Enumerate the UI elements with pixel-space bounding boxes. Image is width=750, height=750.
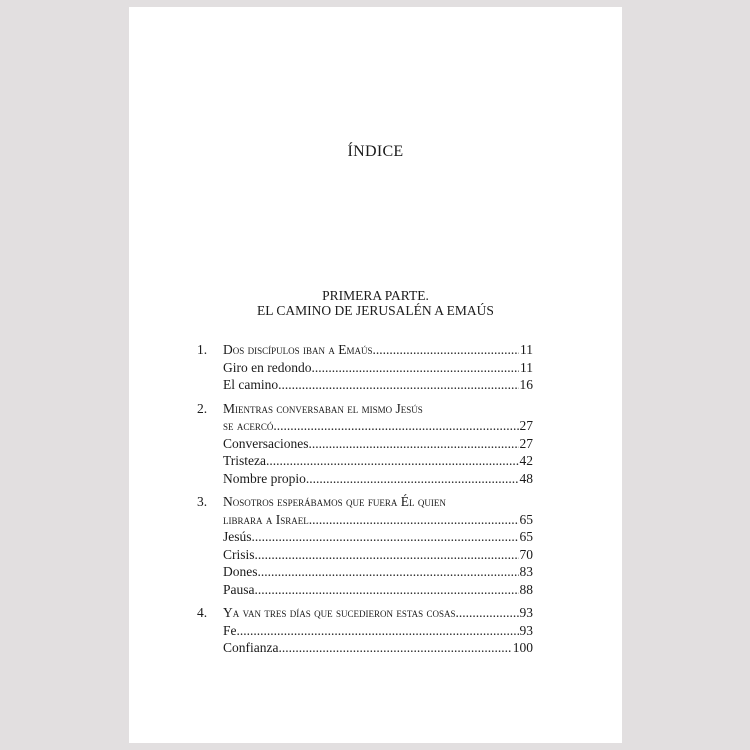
chapter-2-title-line-1: Mientras conversaban el mismo Jesús [223,400,423,416]
toc-entry [197,435,533,453]
page-title: ÍNDICE [347,143,404,160]
dot-leader [255,581,519,599]
chapter-2-title-line-2: se acercó [223,418,274,433]
part-heading [129,288,622,318]
toc-entry-page: 70 [519,546,533,562]
toc-entry-label: Tristeza [223,453,266,468]
chapter-1-title: Dos discípulos iban a Emaús [223,342,373,357]
dot-leader [278,639,511,657]
toc-entry-page: 65 [519,529,533,544]
toc-entry [197,563,533,581]
dot-leader [456,604,519,622]
chapter-2-number: 2. [197,400,208,416]
toc-entry-page: 27 [519,435,533,451]
toc-entry [197,470,533,488]
toc-entry [197,528,533,546]
chapter-4-number: 4. [197,605,208,620]
table-of-contents [197,341,533,663]
toc-entry-page: 48 [519,470,533,486]
toc-entry-page: 83 [519,564,533,579]
toc-entry [197,622,533,640]
part-heading-line-2: EL CAMINO DE JERUSALÉN A EMAÚS [257,303,494,318]
toc-entry [197,359,533,377]
chapter-3-title-line-1: Nosotros esperábamos que fuera Él quien [223,494,446,509]
dot-leader [252,528,519,546]
toc-entry-page: 93 [519,622,533,638]
toc-entry-label: Conversaciones [223,435,309,451]
part-heading-line-1: PRIMERA PARTE. [322,288,429,303]
toc-entry-label: Jesús [223,529,252,544]
dot-leader [311,359,519,377]
toc-entry-label: El camino [223,377,279,392]
chapter-2-heading-row-2 [197,417,533,435]
toc-entry-page: 42 [519,453,533,468]
toc-entry [197,639,533,657]
chapter-3-title-line-2: librara a Israel [223,511,309,527]
toc-entry-label: Nombre propio [223,470,306,486]
toc-entry-label: Crisis [223,546,255,562]
book-page [129,7,622,743]
dot-leader [309,511,519,529]
dot-leader [266,452,519,470]
chapter-1 [197,341,533,394]
dot-leader [306,470,519,488]
chapter-4-heading-row [197,604,533,622]
toc-entry [197,452,533,470]
dot-leader [258,563,519,581]
toc-entry [197,581,533,599]
chapter-3-heading-row-1 [197,493,533,511]
dot-leader [373,341,519,359]
chapter-3-page: 65 [519,511,533,527]
dot-leader [308,435,518,453]
toc-entry-page: 88 [519,581,533,597]
chapter-1-page: 11 [520,342,533,357]
chapter-2-page: 27 [519,418,533,433]
chapter-1-title-entry [223,341,533,359]
chapter-4-title: Ya van tres días que sucedieron estas cosas [223,605,456,620]
dot-leader [273,417,518,435]
chapter-1-heading-row [197,341,533,359]
toc-entry-label: Giro en redondo [223,359,312,375]
chapter-1-number: 1. [197,342,208,357]
toc-entry-page: 16 [519,377,533,392]
dot-leader [255,546,519,564]
chapter-2-heading-row-1 [197,400,533,418]
chapter-3 [197,493,533,598]
dot-leader [278,376,518,394]
toc-entry-page: 100 [512,640,533,655]
chapter-4 [197,604,533,657]
dot-leader [237,622,519,640]
toc-entry-label: Confianza [223,640,279,655]
toc-entry [197,376,533,394]
toc-entry-page: 11 [520,359,533,375]
toc-entry-label: Dones [223,564,258,579]
chapter-3-number: 3. [197,494,208,509]
chapter-4-page: 93 [519,605,533,620]
chapter-3-heading-row-2 [197,511,533,529]
chapter-2 [197,400,533,488]
toc-entry [197,546,533,564]
toc-entry-label: Pausa [223,581,255,597]
toc-entry-label: Fe [223,622,237,638]
